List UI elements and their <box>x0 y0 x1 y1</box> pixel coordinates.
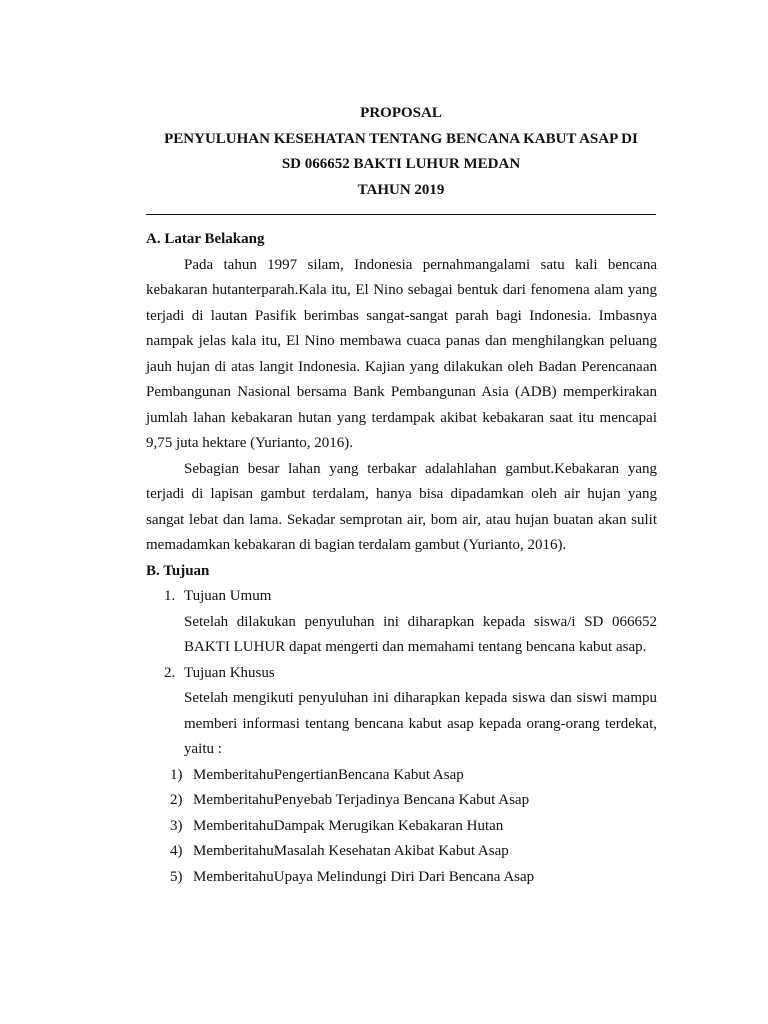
section-a-paragraph-2: Sebagian besar lahan yang terbakar adalahlahan gambut.Kebakaran yang terjadi di lapisan gambut terdalam, hanya bisa dipadamkan oleh air hujan yang sangat lebat dan lama. Sekadar semprotan air, bom air, atau hujan buatan akan sulit memadamkan kebakaran di bagian terdalam gambut (Yurianto, 2016). <box>146 460 657 553</box>
subsection-1-body: Setelah dilakukan penyuluhan ini diharapkan kepada siswa/i SD 066652 BAKTI LUHUR dapat mengerti dan memahami tentang bencana kabut asap. <box>184 613 657 655</box>
list-item-text: MemberitahuUpaya Melindungi Diri Dari Bencana Asap <box>193 868 535 885</box>
list-item-number: 1) <box>170 766 183 783</box>
list-item <box>146 763 657 789</box>
subsection-1-title <box>146 584 657 610</box>
list-item-text: MemberitahuDampak Merugikan Kebakaran Hutan <box>193 817 504 834</box>
document-title <box>0 101 768 203</box>
list-item-text: MemberitahuMasalah Kesehatan Akibat Kabut Asap <box>193 843 509 859</box>
section-b-heading: B. Tujuan <box>146 562 210 579</box>
subsection-2-number: 2. <box>164 664 176 681</box>
title-line-3: SD 066652 BAKTI LUHUR MEDAN <box>281 156 521 172</box>
subsection-2-label: Tujuan Khusus <box>184 664 275 681</box>
list-item-text: MemberitahuPenyebab Terjadinya Bencana Kabut Asap <box>193 792 530 808</box>
subsection-1-label: Tujuan Umum <box>184 588 272 604</box>
subsection-2-body: Setelah mengikuti penyuluhan ini diharapkan kepada siswa dan siswi mampu memberi informasi tentang bencana kabut asap kepada orang-orang terdekat, yaitu : <box>184 690 657 757</box>
list-item-number: 5) <box>170 868 183 885</box>
title-line-4: TAHUN 2019 <box>357 181 445 198</box>
section-a-paragraph-1: Pada tahun 1997 silam, Indonesia pernahmangalami satu kali bencana kebakaran hutanterparah.Kala itu, El Nino sebagai bentuk dari fenomena alam yang terjadi di lautan Pasifik berimbas sangat-sangat parah bagi Indonesia. Imbasnya nampak jelas kala itu, El Nino membawa cuaca panas dan menghilangkan peluang jauh hujan di atas langit Indonesia. Kajian yang dilakukan oleh Badan Perencanaan Pembangunan Nasional bersama Bank Pembangunan Asia (ADB) memperkirakan jumlah lahan kebakaran hutan yang terdampak akibat kebakaran saat itu mencapai 9,75 juta hektare (Yurianto, 2016). <box>146 256 657 451</box>
list-item <box>146 839 657 865</box>
title-divider <box>146 214 656 215</box>
document-body <box>146 227 657 890</box>
list-item-text: MemberitahuPengertianBencana Kabut Asap <box>193 766 464 783</box>
list-item <box>146 788 657 814</box>
list-item-number: 2) <box>170 792 183 808</box>
title-line-1: PROPOSAL <box>360 105 442 121</box>
title-line-2: PENYULUHAN KESEHATAN TENTANG BENCANA KABUT ASAP DI <box>164 130 638 147</box>
section-a-heading: A. Latar Belakang <box>146 231 265 247</box>
list-item-number: 3) <box>170 817 183 834</box>
subsection-1-number: 1. <box>164 588 176 604</box>
list-item <box>146 814 657 840</box>
list-item-number: 4) <box>170 843 183 859</box>
subsection-2-title <box>146 661 657 687</box>
list-item <box>146 865 657 891</box>
